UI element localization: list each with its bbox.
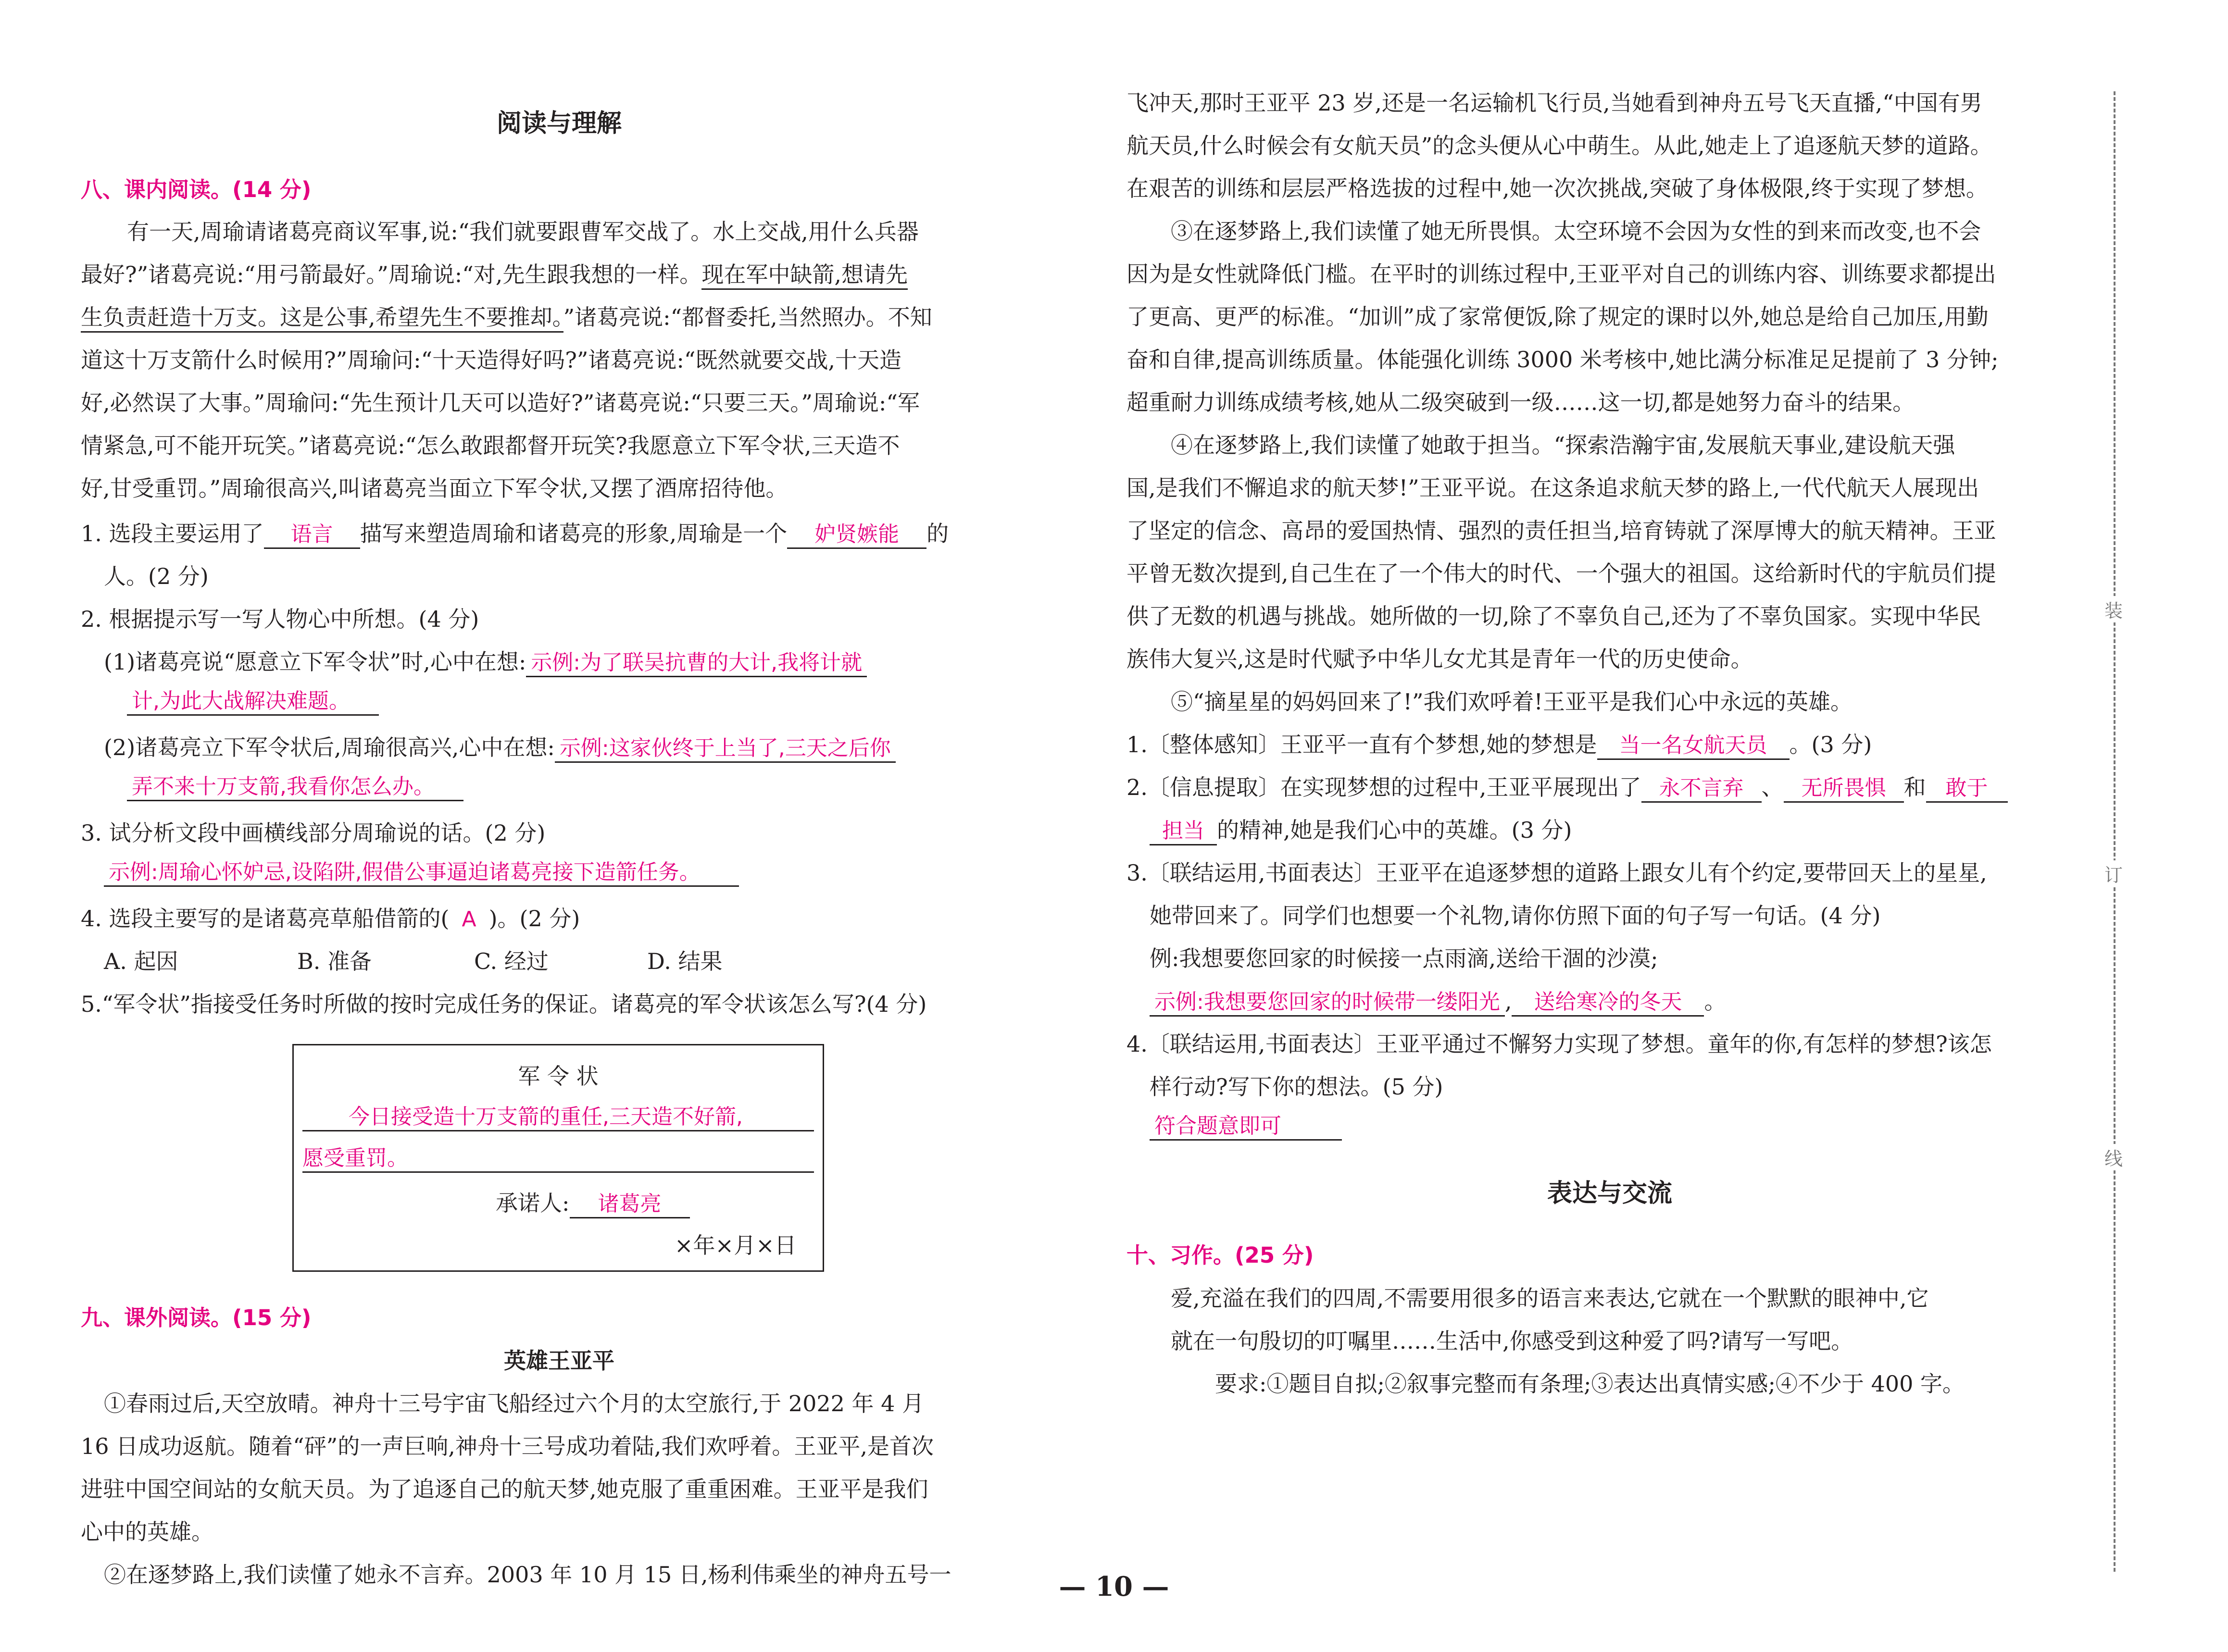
passage-line-7: 好,甘受重罚。”周瑜很高兴,叫诸葛亮当面立下军令状,又摆了酒席招待他。 <box>81 475 788 501</box>
answer-blank-zhouyu-thought-2[interactable]: 弄不来十万支箭,我看你怎么办。 <box>127 774 463 801</box>
question8-1: 1. 选段主要运用了 语言 描写来塑造周瑜和诸葛亮的形象,周瑜是一个 妒贤嫉能 的 <box>81 516 949 549</box>
composition-requirements: 要求:①题目自拟;②叙事完整而有条理;③表达出真情实感;④不少于 400 字。 <box>1215 1371 1965 1397</box>
article-title: 英雄王亚平 <box>504 1348 614 1374</box>
option-b[interactable]: B. 准备 <box>297 948 372 974</box>
option-a[interactable]: A. 起因 <box>104 948 178 974</box>
answer-blank-zhouyu-thought-1[interactable]: 示例:这家伙终于上当了,三天之后你 <box>555 736 896 763</box>
question8-3: 3. 试分析文段中画横线部分周瑜说的话。(2 分) <box>81 820 546 846</box>
article-para1-line-1: ①春雨过后,天空放晴。神舟十三号宇宙飞船经过六个月的太空旅行,于 2022 年 4 月 <box>104 1391 925 1416</box>
military-order-line-1: 今日接受造十万支箭的重任,三天造不好箭, <box>302 1099 814 1131</box>
binding-char-3: 线 <box>2103 1144 2124 1170</box>
question9-3-line-1: 3.〔联结运用,书面表达〕王亚平在追逐梦想的道路上跟女儿有个约定,要带回天上的星星, <box>1127 860 1987 886</box>
article-para2-start: ②在逐梦路上,我们读懂了她永不言弃。2003 年 10 月 15 日,杨利伟乘坐的神舟五号一 <box>104 1562 951 1588</box>
passage-line-1: 有一天,周瑜请诸葛亮商议军事,说:“我们就要跟曹军交战了。水上交战,用什么兵器 <box>127 219 919 245</box>
para4-line-1: ④在逐梦路上,我们读懂了她敢于担当。“探索浩瀚宇宙,发展航天事业,建设航天强 <box>1171 432 1955 458</box>
question8-2-part1: (1)诸葛亮说“愿意立下军令状”时,心中在想: 示例:为了联吴抗曹的大计,我将计就 <box>104 645 867 677</box>
para5: ⑤“摘星星的妈妈回来了!”我们欢呼着!王亚平是我们心中永远的英雄。 <box>1171 689 1853 715</box>
option-d[interactable]: D. 结果 <box>647 948 723 974</box>
military-order-date: ×年×月×日 <box>675 1232 797 1258</box>
question9-4-line-2: 样行动?写下你的想法。(5 分) <box>1150 1074 1443 1100</box>
para4-line-2: 国,是我们不懈追求的航天梦!”王亚平说。在这条追求航天梦的路上,一代代航天人展现出 <box>1127 475 1979 501</box>
article-para1-line-2: 16 日成功返航。随着“砰”的一声巨响,神舟十三号成功着陆,我们欢呼着。王亚平,是首次 <box>81 1433 934 1459</box>
passage-line-3: 生负责赶造十万支。这是公事,希望先生不要推却。”诸葛亮说:“都督委托,当然照办。不知 <box>81 300 932 332</box>
para3-line-4: 奋和自律,提高训练质量。体能强化训练 3000 米考核中,她比满分标准足足提前了 3 分钟; <box>1127 347 1999 373</box>
para2-line-4: 在艰苦的训练和层层严格选拔的过程中,她一次次挑战,突破了身体极限,终于实现了梦想。 <box>1127 175 1988 201</box>
underlined-speech-1: 现在军中缺箭,想请先 <box>701 261 908 290</box>
question8-4: 4. 选段主要写的是诸葛亮草船借箭的( A )。(2 分) <box>81 906 580 932</box>
pledger-name[interactable]: 诸葛亮 <box>570 1192 690 1218</box>
passage-line-2: 最好?”诸葛亮说:“用弓箭最好。”周瑜说:“对,先生跟我想的一样。现在军中缺箭,想请先 <box>81 257 908 289</box>
article-para1-line-4: 心中的英雄。 <box>81 1519 213 1545</box>
answer-blank-wish-2[interactable]: 送给寒冷的冬天 <box>1512 990 1704 1017</box>
military-order-box <box>292 1044 824 1272</box>
military-order-line-2: 愿受重罚。 <box>302 1141 814 1173</box>
question9-4-answer-line <box>1150 1112 1342 1141</box>
answer-blank-zhuge-thought-1[interactable]: 示例:为了联吴抗曹的大计,我将计就 <box>526 650 867 677</box>
para4-line-6: 族伟大复兴,这是时代赋予中华儿女尤其是青年一代的历史使命。 <box>1127 646 1753 672</box>
binding-dashed-line <box>2114 91 2115 1572</box>
answer-blank-spirit-3b[interactable]: 担当 <box>1150 819 1217 845</box>
composition-prompt-line-1: 爱,充溢在我们的四周,不需要用很多的语言来表达,它就在一个默默的眼神中,它 <box>1171 1285 1929 1311</box>
composition-prompt-line-2: 就在一句殷切的叮嘱里……生活中,你感受到这种爱了吗?请写一写吧。 <box>1171 1328 1853 1354</box>
passage-line-5: 好,必然误了大事。”周瑜问:“先生预计几天可以造好?”诸葛亮说:“只要三天。”周瑜说:“军 <box>81 390 920 416</box>
answer-blank-spirit-1[interactable]: 永不言弃 <box>1641 776 1762 803</box>
question9-2-cont: 担当 的精神,她是我们心中的英雄。(3 分) <box>1150 813 1572 845</box>
question9-1: 1.〔整体感知〕王亚平一直有个梦想,她的梦想是 当一名女航天员 。(3 分) <box>1127 727 1872 760</box>
article-para1-line-3: 进驻中国空间站的女航天员。为了追逐自己的航天梦,她克服了重重困难。王亚平是我们 <box>81 1476 928 1502</box>
passage-line-6: 情紧急,可不能开玩笑。”诸葛亮说:“怎么敢跟都督开玩笑?我愿意立下军令状,三天造不 <box>81 433 900 459</box>
para3-line-3: 了更高、更严的标准。“加训”成了家常便饭,除了规定的课时以外,她总是给自己加压,用勤 <box>1127 304 1989 330</box>
option-c[interactable]: C. 经过 <box>474 948 549 974</box>
answer-blank-dream-essay[interactable]: 符合题意即可 <box>1150 1114 1342 1141</box>
para4-line-5: 供了无数的机遇与挑战。她所做的一切,除了不辜负自己,还为了不辜负国家。实现中华民 <box>1127 603 1981 629</box>
question9-3-answer-line: 示例:我想要您回家的时候带一缕阳光 , 送给寒冷的冬天 。 <box>1150 984 1726 1017</box>
page-number: — 10 — <box>1059 1571 1169 1602</box>
para3-line-1: ③在逐梦路上,我们读懂了她无所畏惧。太空环境不会因为女性的到来而改变,也不会 <box>1171 218 1981 244</box>
question8-4-options <box>104 944 969 973</box>
answer-blank-language[interactable]: 语言 <box>264 522 360 549</box>
para4-line-3: 了坚定的信念、高昂的爱国热情、强烈的责任担当,培育铸就了深厚博大的航天精神。王亚 <box>1127 518 1996 544</box>
question9-3-line-2: 她带回来了。同学们也想要一个礼物,请你仿照下面的句子写一句话。(4 分) <box>1150 903 1881 929</box>
question9-4-line-1: 4.〔联结运用,书面表达〕王亚平通过不懈努力实现了梦想。童年的你,有怎样的梦想?该怎 <box>1127 1031 1992 1057</box>
pledger-line: 承诺人: 诸葛亮 <box>496 1186 690 1218</box>
question9-3-example: 例:我想要您回家的时候接一点雨滴,送给干涸的沙漠; <box>1150 945 1658 971</box>
para3-line-5: 超重耐力训练成绩考核,她从二级突破到一级……这一切,都是她努力奋斗的结果。 <box>1127 389 1915 415</box>
para4-line-4: 平曾无数次提到,自己生在了一个伟大的时代、一个强大的祖国。这给新时代的宇航员们提 <box>1127 560 1996 586</box>
answer-blank-analysis[interactable]: 示例:周瑜心怀妒忌,设陷阱,假借公事逼迫诸葛亮接下造箭任务。 <box>104 860 739 887</box>
question8-2-part1-cont <box>127 687 379 716</box>
answer-blank-spirit-3a[interactable]: 敢于 <box>1926 776 2008 803</box>
answer-blank-wish-1[interactable]: 示例:我想要您回家的时候带一缕阳光 <box>1150 990 1505 1017</box>
section10-title: 十、习作。(25 分) <box>1127 1242 1314 1268</box>
question8-1-cont: 人。(2 分) <box>104 563 209 589</box>
question8-2-part2-cont <box>127 773 463 801</box>
answer-blank-spirit-2[interactable]: 无所畏惧 <box>1784 776 1904 803</box>
section-heading-reading: 阅读与理解 <box>496 109 622 138</box>
question8-2: 2. 根据提示写一写人物心中所想。(4 分) <box>81 606 479 632</box>
section-heading-expression: 表达与交流 <box>1547 1179 1672 1208</box>
passage-line-4: 道这十万支箭什么时候用?”周瑜问:“十天造得好吗?”诸葛亮说:“既然就要交战,十天造 <box>81 347 902 373</box>
military-order-title: 军 令 状 <box>518 1063 599 1089</box>
question8-3-answer-line <box>104 858 739 887</box>
underlined-speech-2: 生负责赶造十万支。这是公事,希望先生不要推却。 <box>81 304 563 333</box>
section9-title: 九、课外阅读。(15 分) <box>81 1305 312 1330</box>
question9-2: 2.〔信息提取〕在实现梦想的过程中,王亚平展现出了 永不言弃 、 无所畏惧 和 敢于 <box>1127 770 2008 803</box>
answer-choice-a: A <box>462 907 476 932</box>
question8-2-part2: (2)诸葛亮立下军令状后,周瑜很高兴,心中在想: 示例:这家伙终于上当了,三天之后你 <box>104 730 896 763</box>
para2-line-2: 飞冲天,那时王亚平 23 岁,还是一名运输机飞行员,当她看到神舟五号飞天直播,“中国有男 <box>1127 90 1982 116</box>
answer-blank-zhuge-thought-2[interactable]: 计,为此大战解决难题。 <box>127 689 379 716</box>
para3-line-2: 因为是女性就降低门槛。在平时的训练过程中,王亚平对自己的训练内容、训练要求都提出 <box>1127 261 1996 287</box>
binding-char-2: 订 <box>2103 860 2124 887</box>
binding-char-1: 装 <box>2103 596 2124 622</box>
section8-title: 八、课内阅读。(14 分) <box>81 177 312 202</box>
question8-5: 5.“军令状”指接受任务时所做的按时完成任务的保证。诸葛亮的军令状该怎么写?(4 分) <box>81 991 927 1017</box>
para2-line-3: 航天员,什么时候会有女航天员”的念头便从心中萌生。从此,她走上了追逐航天梦的道路。 <box>1127 133 1992 159</box>
answer-blank-jealous[interactable]: 妒贤嫉能 <box>787 522 926 549</box>
answer-blank-dream[interactable]: 当一名女航天员 <box>1597 733 1790 760</box>
